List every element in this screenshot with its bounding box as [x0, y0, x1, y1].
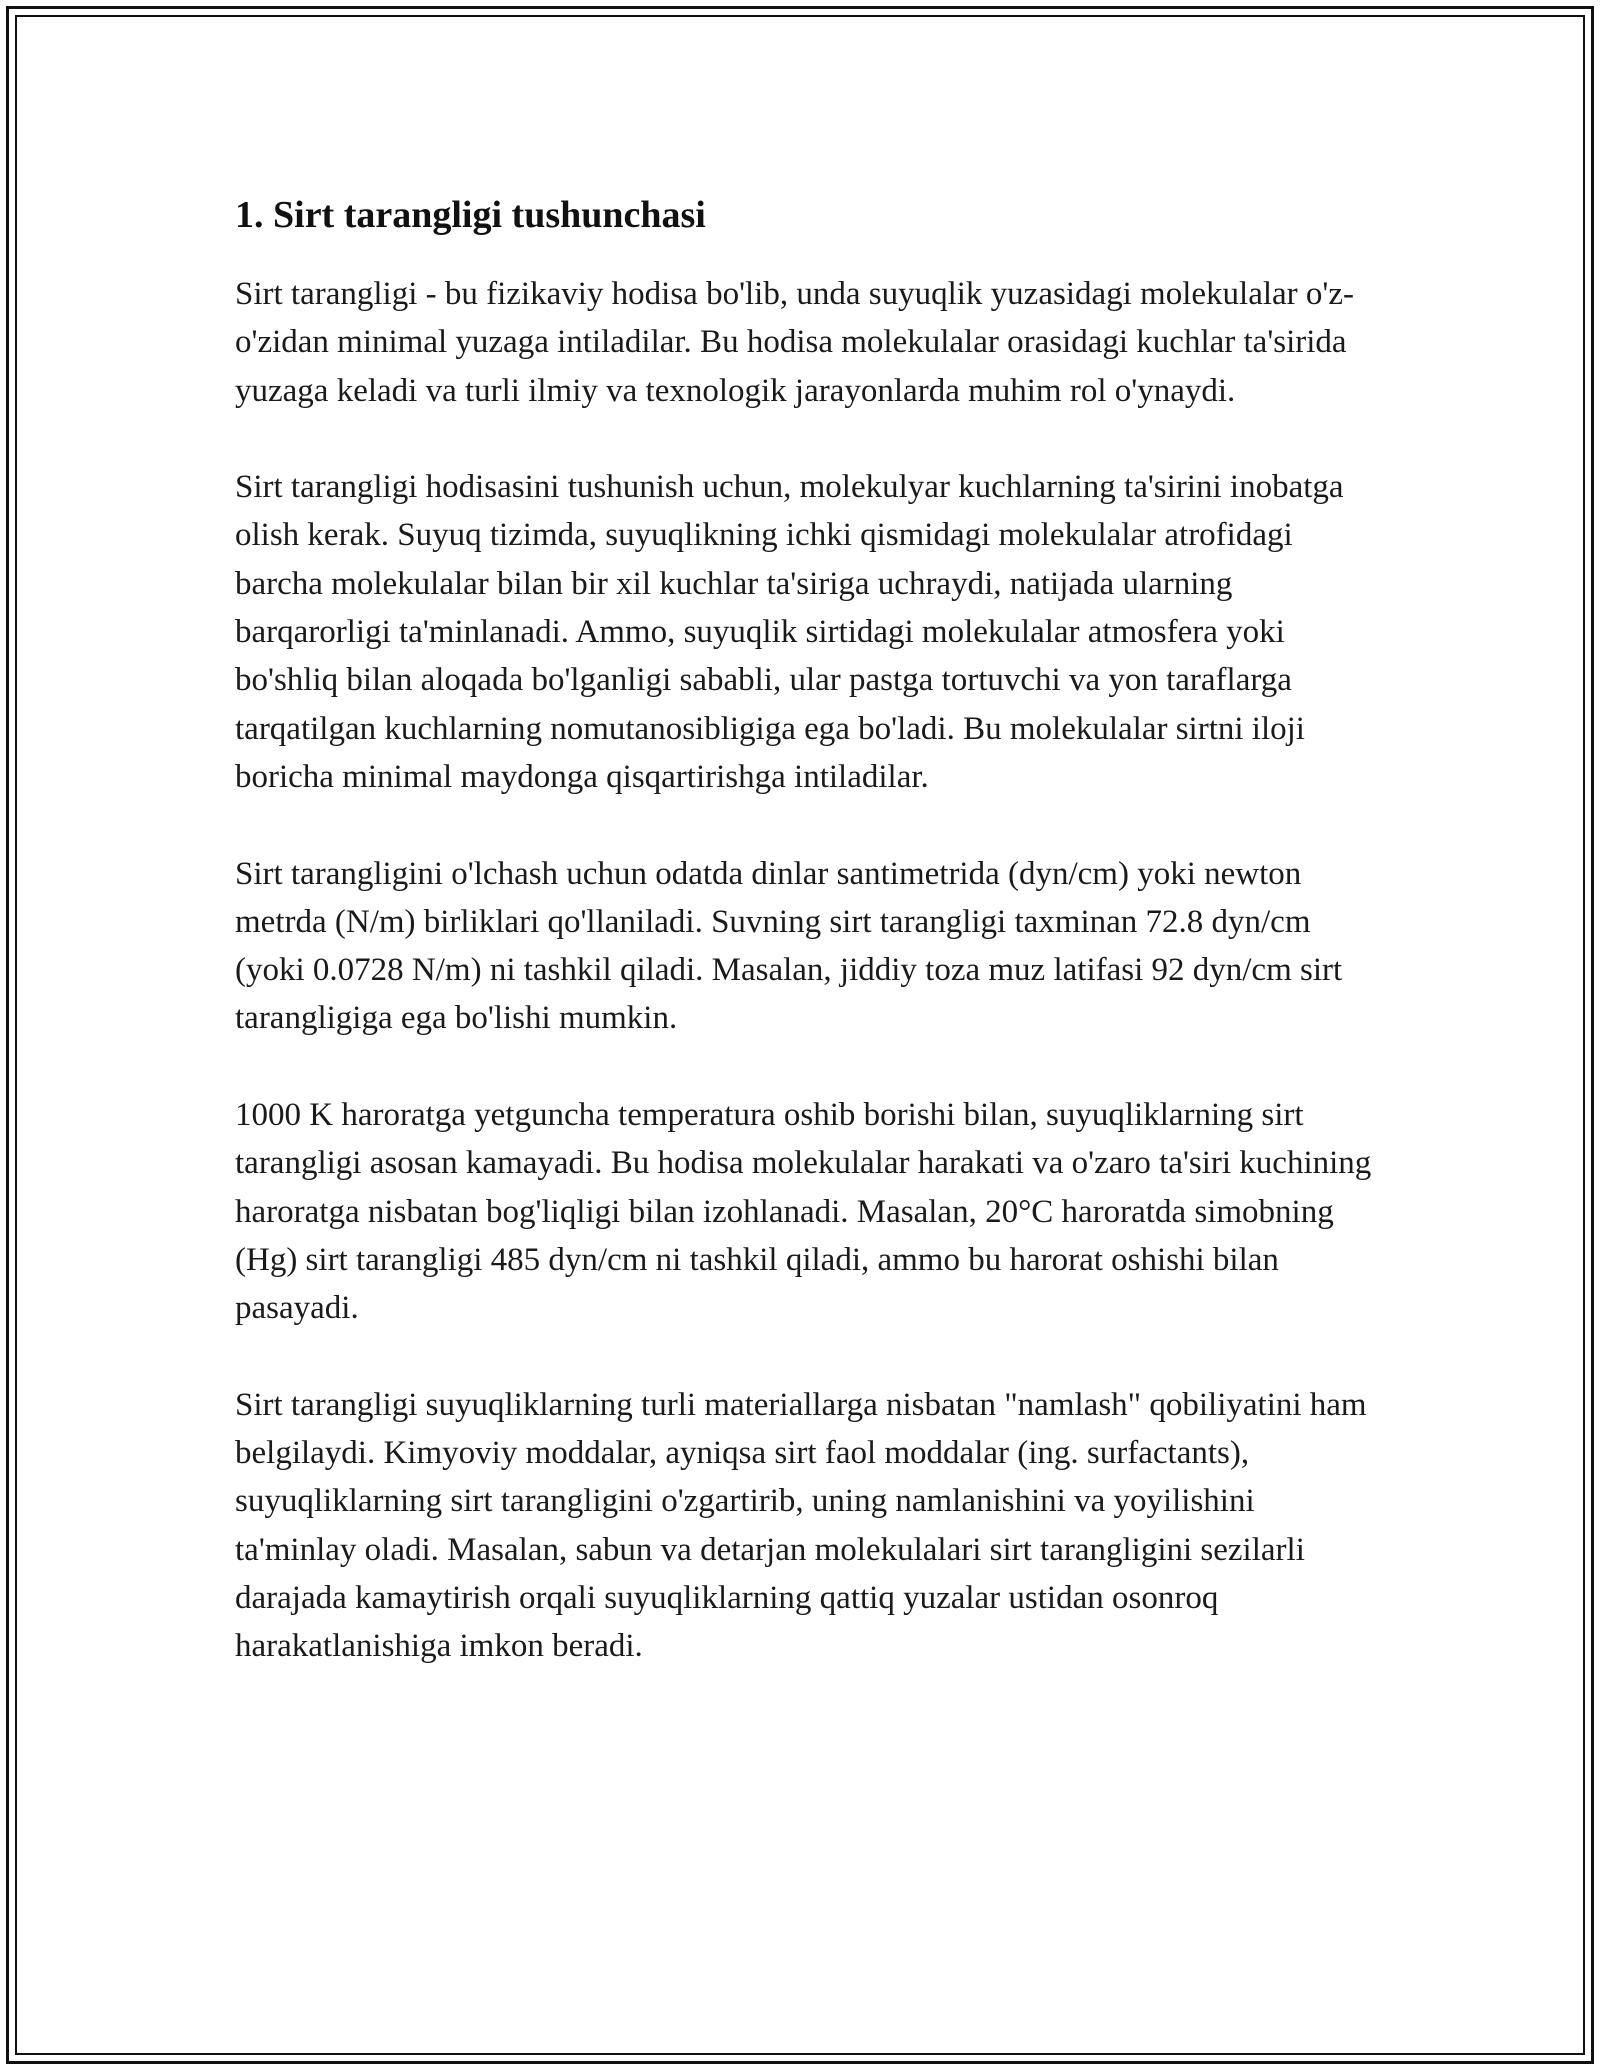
document-body	[235, 190, 1375, 1719]
paragraph-temperature-dependence: 1000 K haroratga yetguncha temperatura oshib borishi bilan, suyuqliklarning sirt tarangligi asosan kamayadi. Bu hodisa molekulalar harakati va o'zaro ta'siri kuchining haroratga nisbatan bog'liqligi bilan izohlanadi. Masalan, 20°C haroratda simobning (Hg) sirt tarangligi 485 dyn/cm ni tashkil qiladi, ammo bu harorat oshishi bilan pasayadi.	[235, 1097, 1372, 1327]
paragraph-measurement-units: Sirt tarangligini o'lchash uchun odatda dinlar santimetrida (dyn/cm) yoki newton metrda (N/m) birliklari qo'llaniladi. Suvning sirt tarangligi taxminan 72.8 dyn/cm (yoki 0.0728 N/m) ni tashkil qiladi. Masalan, jiddiy toza muz latifasi 92 dyn/cm sirt tarangligiga ega bo'lishi mumkin.	[235, 855, 1343, 1037]
paragraph-definition: Sirt tarangligi - bu fizikaviy hodisa bo'lib, unda suyuqlik yuzasidagi molekulalar o'z-o'zidan minimal yuzaga intiladilar. Bu hodisa molekulalar orasidagi kuchlar ta'sirida yuzaga keladi va turli ilmiy va texnologik jarayonlarda muhim rol o'ynaydi.	[235, 276, 1354, 409]
section-heading: 1. Sirt tarangligi tushunchasi	[235, 194, 706, 236]
paragraph-wetting-surfactants: Sirt tarangligi suyuqliklarning turli materiallarga nisbatan "namlash" qobiliyatini ham belgilaydi. Kimyoviy moddalar, ayniqsa sirt faol moddalar (ing. surfactants), suyuqliklarning sirt tarangligini o'zgartirib, uning namlanishini va yoyilishini ta'minlay oladi. Masalan, sabun va detarjan molekulalari sirt tarangligini sezilarli darajada kamaytirish orqali suyuqliklarning qattiq yuzalar ustidan osonroq harakatlanishiga imkon beradi.	[235, 1386, 1367, 1665]
paragraph-molecular-forces: Sirt tarangligi hodisasini tushunish uchun, molekulyar kuchlarning ta'sirini inobatga olish kerak. Suyuq tizimda, suyuqlikning ichki qismidagi molekulalar atrofidagi barcha molekulalar bilan bir xil kuchlar ta'siriga uchraydi, natijada ularning barqarorligi ta'minlanadi. Ammo, suyuqlik sirtidagi molekulalar atmosfera yoki bo'shliq bilan aloqada bo'lganligi sababli, ular pastga tortuvchi va yon taraflarga tarqatilgan kuchlarning nomutanosibligiga ega bo'ladi. Bu molekulalar sirtni iloji boricha minimal maydonga qisqartirishga intiladilar.	[235, 469, 1344, 795]
